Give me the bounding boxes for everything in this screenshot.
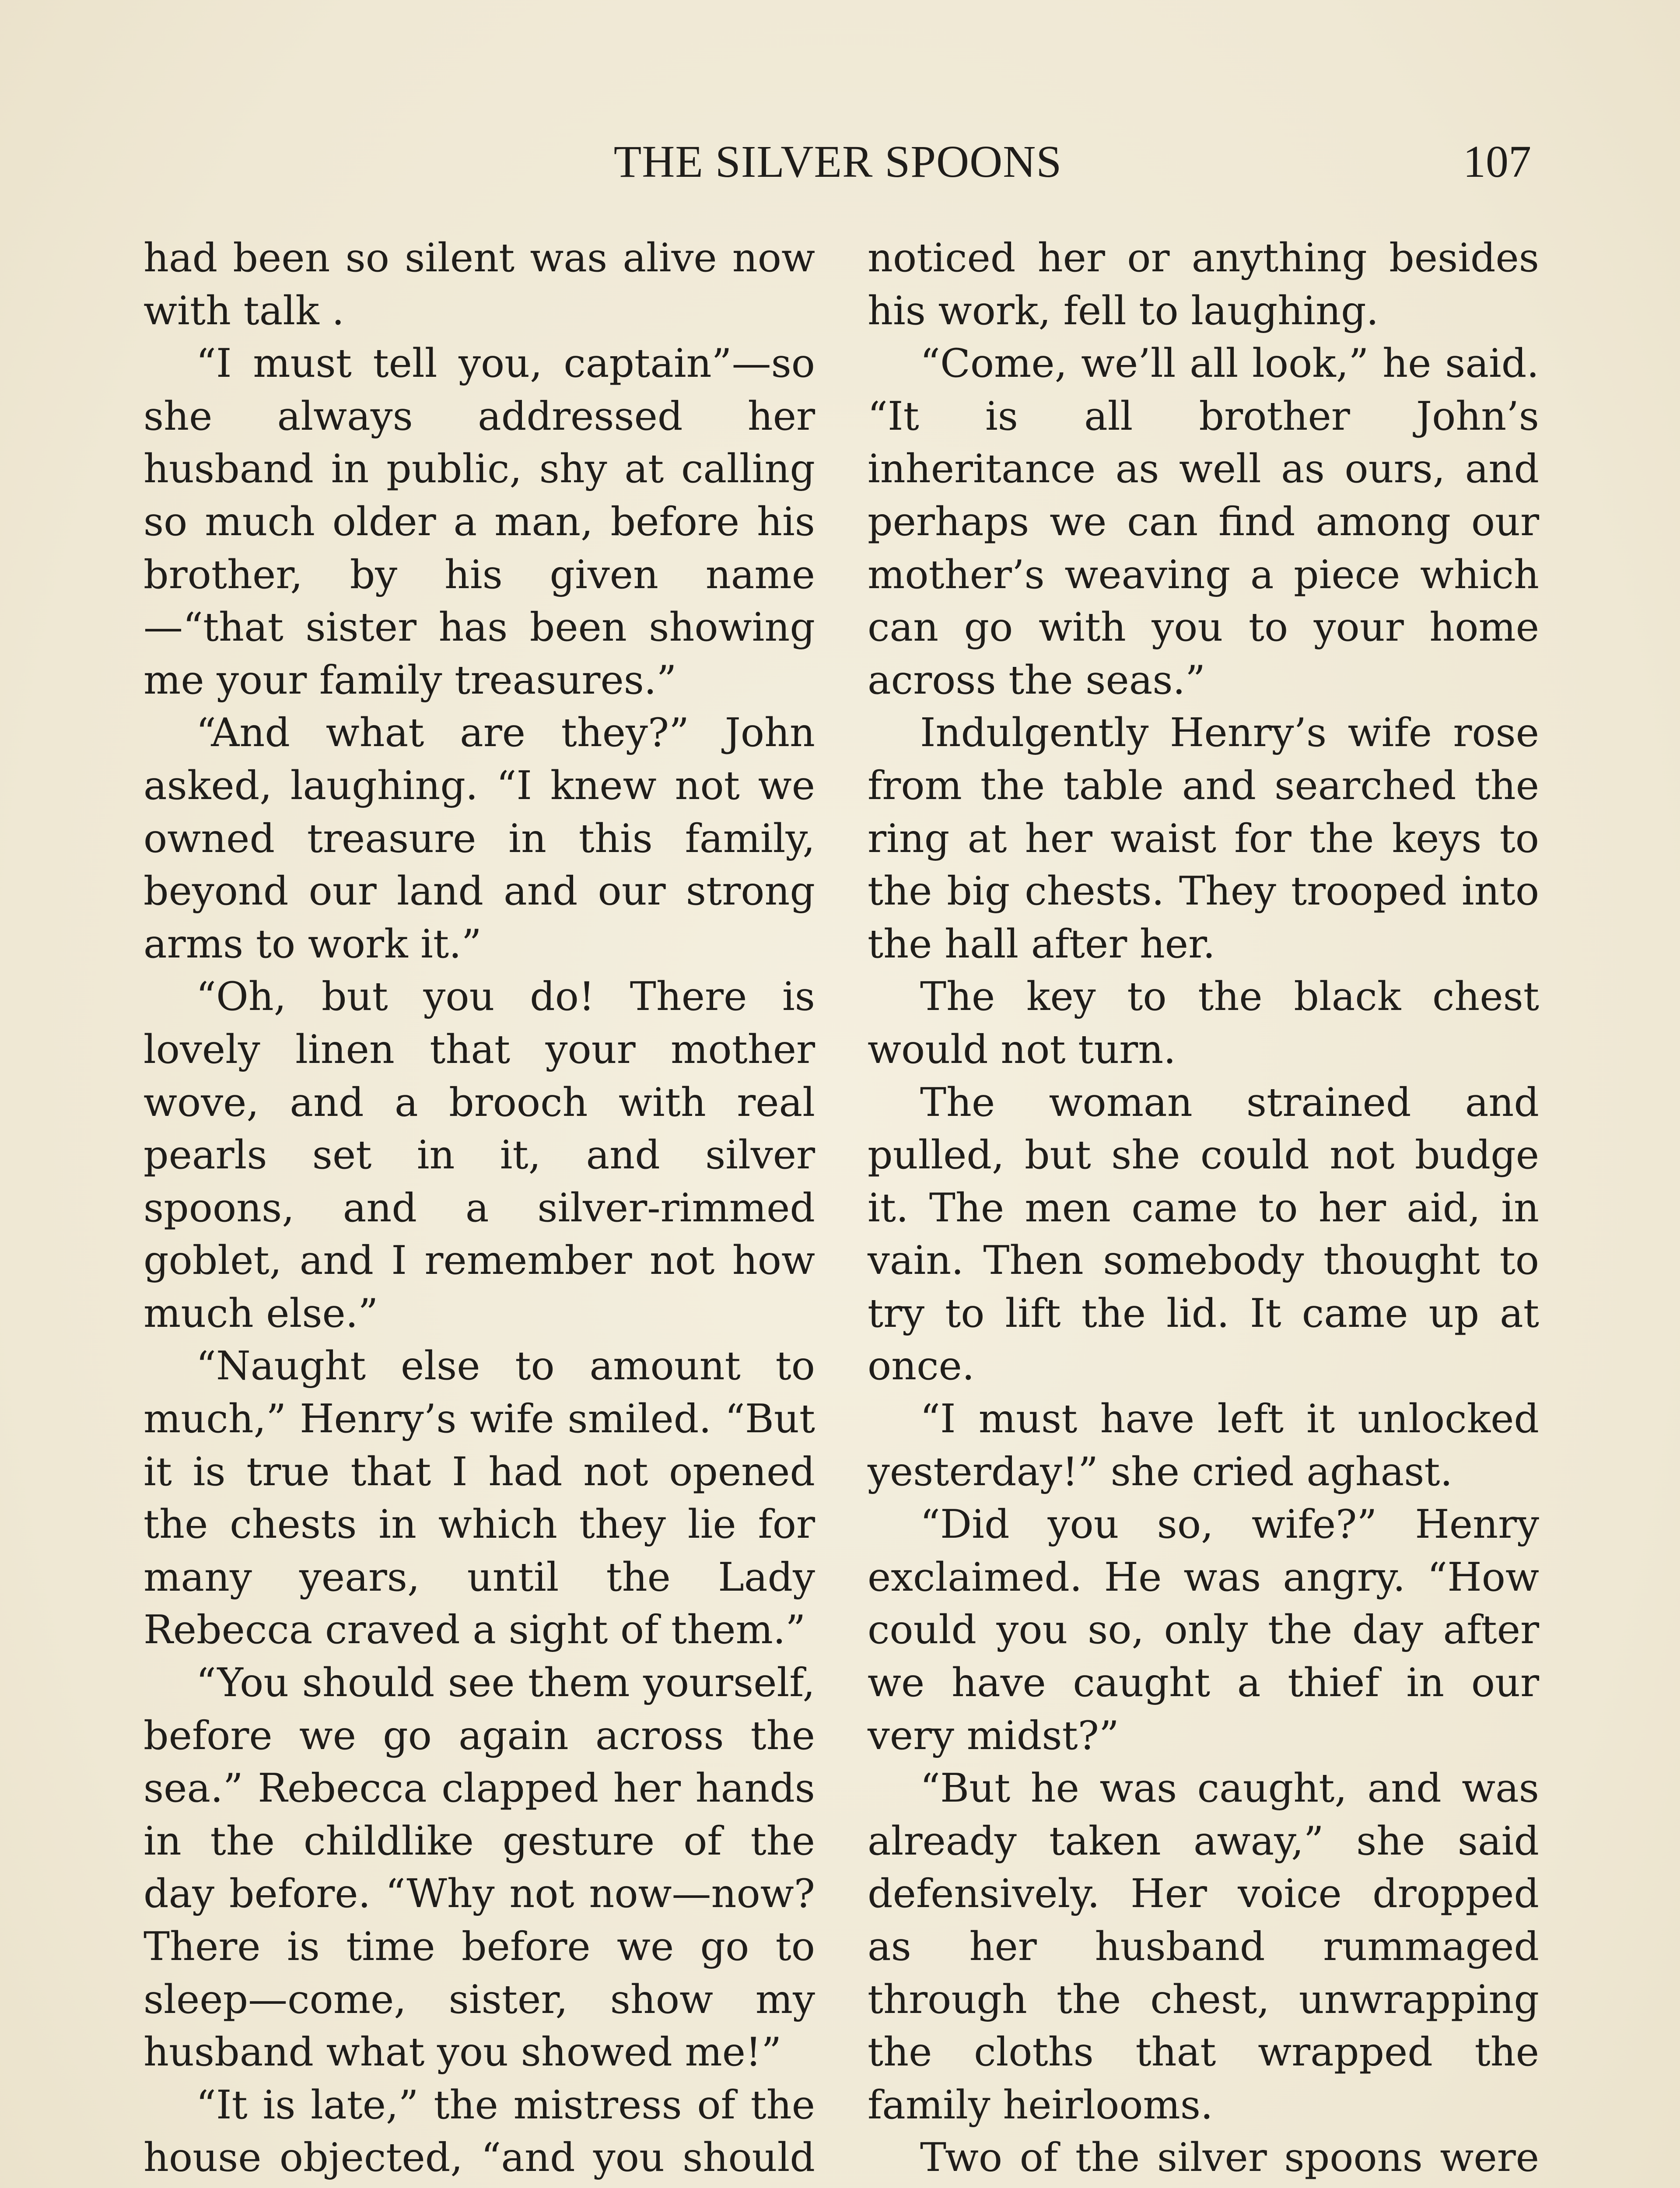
paragraph: “Oh, but you do! There is lovely linen that your mother wove, and a brooch with real pearls set in it, and silver spoons, and a silver-rimmed goblet, and I remember not how much else.” bbox=[144, 974, 815, 1336]
paragraph: The woman strained and pulled, but she could not budge it. The men came to her aid, in vain. Then somebody thought to try to lift the lid. It came up at once. bbox=[868, 1079, 1539, 1389]
paragraph: “And what are they?” John asked, laughing. “I knew not we owned treasure in this family, beyond our land and our strong arms to work it.” bbox=[144, 710, 815, 967]
paragraph: Indulgently Henry’s wife rose from the table and searched the ring at her waist for the keys to the big chests. They trooped into the hall after her. bbox=[868, 710, 1539, 967]
right-text-column bbox=[868, 232, 1539, 2188]
paragraph: had been so silent was alive now with talk . bbox=[144, 235, 815, 334]
chapter-title: THE SILVER SPOONS bbox=[613, 137, 1062, 187]
paragraph: “But he was caught, and was already taken away,” she said defensively. Her voice dropped as her husband rummaged through the chest, unwrapping the cloths that wrapped the family heirlooms. bbox=[868, 1765, 1539, 2128]
paragraph: “Come, we’ll all look,” he said. “It is all brother John’s inheritance as well as ours, and perhaps we can find among our mother’s weaving a piece which can go with you to your home across the seas.” bbox=[868, 340, 1539, 703]
paragraph: “You should see them yourself, before we go again across the sea.” Rebecca clapped her hands in the childlike gesture of the day before. “Why not now—now? There is time before we go to sleep—come, sister, show my husband what you showed me!” bbox=[144, 1660, 815, 2076]
running-header bbox=[144, 131, 1531, 193]
paragraph: “It is late,” the mistress of the house objected, “and you should bbox=[144, 2082, 815, 2181]
paragraph: “Did you so, wife?” Henry exclaimed. He was angry. “How could you so, only the day after we have caught a thief in our very midst?” bbox=[868, 1501, 1539, 1759]
left-text-column bbox=[144, 232, 815, 2188]
page-number: 107 bbox=[1463, 137, 1531, 187]
paragraph: “I must have left it unlocked yesterday!” she cried aghast. bbox=[868, 1396, 1539, 1495]
paragraph: “Naught else to amount to much,” Henry’s wife smiled. “But it is true that I had not opened the chests in which they lie for many years, until the Lady Rebecca craved a sight of them.” bbox=[144, 1343, 815, 1653]
paragraph: “I must tell you, captain”—so she always addressed her husband in public, shy at calling so much older a man, before his brother, by his given name—“that sister has been showing me your family treasures.” bbox=[144, 340, 815, 703]
paragraph: The key to the black chest would not turn. bbox=[868, 974, 1539, 1073]
paragraph: noticed her or anything besides his work, fell to laughing. bbox=[868, 235, 1539, 334]
paragraph: Two of the silver spoons were bbox=[920, 2135, 1539, 2181]
